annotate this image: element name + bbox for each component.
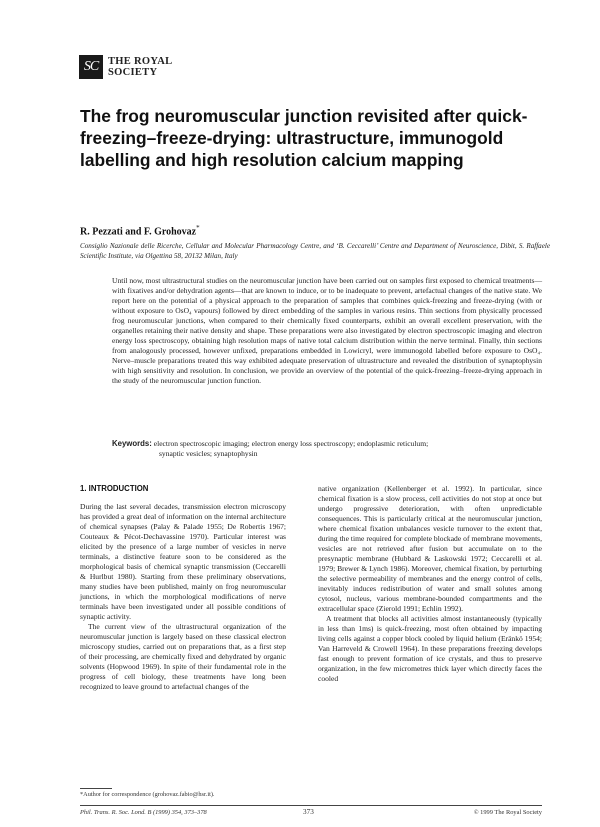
footnote: *Author for correspondence (grohovaz.fabio@hsr.it). bbox=[80, 791, 215, 798]
page-number: 373 bbox=[303, 808, 314, 816]
journal-citation: Phil. Trans. R. Soc. Lond. B (1999) 354, 373–378 bbox=[80, 809, 207, 816]
column-right bbox=[318, 484, 542, 684]
authors bbox=[80, 224, 200, 237]
royal-society-emblem: SC bbox=[79, 55, 103, 79]
keywords-label: Keywords: bbox=[112, 439, 152, 448]
logo-line-1: THE ROYAL bbox=[108, 56, 173, 67]
section-heading: 1. INTRODUCTION bbox=[80, 484, 149, 493]
royal-society-wordmark bbox=[108, 56, 172, 78]
paragraph: A treatment that blocks all activities almost instantaneously (typically in less than 1ms) is quick-freezing, most often obtained by impacting living cells against a copper block cooled by liquid helium (Eränkö 1954; Van Harreveld & Crowell 1964). In these preparations freezing develops fast enough to prevent formation of ice crystals, and thus to preserve organization, in the few micrometres thick layer which directly faces the cooled bbox=[318, 614, 542, 683]
paragraph: native organization (Kellenberger et al. 1992). In particular, since chemical fixation is a slow process, cell activities do not stop at once but undergo progressive deterioration, with often unpredictable consequences. This is particularly critical at the neuromuscular junction, where chemical fixation unbalances vesicle turnover to the extent that, during the time required for complete blockade of membrane movements, vesicles are not retrieved after fusion but accumulate on to the presynaptic membrane (Hubbard & Laskowski 1972; Ceccarelli et al. 1979; Brewer & Lynch 1986). Moreover, chemical fixation, by perturbing the selective permeability of membranes and the energy control of cells, inevitably induces redistribution of water and small solutes among cytosol, nucleus, various membrane-bounded compartments and the extracellular space (Zierold 1991; Echlin 1992). bbox=[318, 484, 542, 613]
abstract: Until now, most ultrastructural studies on the neuromuscular junction have been carried out on samples first exposed to chemical treatments—with fixatives and/or dehydration agents—that are known to induce, or to be inadequate to prevent, artefactual changes of the native state. We report here on the potential of a physical approach to the preparation of samples that combines quick-freezing and freeze-drying (with or without exposure to OsO₄ vapours) followed by direct embedding of the samples in various resins. Thin sections from physically processed frog neuromuscular junctions, when compared to their chemically fixed counterparts, exhibit an overall excellent preservation, with the organelles retaining their native density and shape. These preparations were also investigated by electron spectroscopic imaging and electron energy loss spectroscopy, obtaining high resolution maps of native total calcium distribution within the nerve terminal. Finally, thin sections from analogously processed, however unfixed, preparations embedded in Lowicryl, were immunogold labelled before exposure to OsO₄. Nerve–muscle preparations treated this way exhibited adequate preservation of ultrastructure and revealed the distribution of synaptophysin with high sensitivity and resolution. In conclusion, we provide an overview of the potential of the quick-freezing–freeze-drying approach in the study of the neuromuscular junction function. bbox=[112, 276, 542, 385]
copyright: © 1999 The Royal Society bbox=[473, 809, 542, 816]
paragraph: The current view of the ultrastructural organization of the neuromuscular junction is largely based on these classical electron microscopy studies, carried out on preparations that, as a first step of their processing, are chemically fixed and dehydrated by organic solvents (Hopwood 1969). In spite of their fundamental role in the progress of cell biology, these treatments have long been recognized to leave ground to artefactual changes of the bbox=[80, 622, 286, 691]
paragraph: During the last several decades, transmission electron microscopy has provided a great deal of information on the internal architecture of chemical synapses (Palay & Palade 1955; De Robertis 1967; Couteaux & Pécot-Dechavassine 1970). Particular interest was elicited by the presence of a large number of vesicles in nerve terminals, a distinctive feature soon to be considered as the morphological basis of chemical synaptic transmission (Ceccarelli & Hurlbut 1980). Starting from these preliminary observations, many studies have been published, mainly on frog neuromuscular junctions, in which the morphological modifications of nerve terminals have been investigated under all possible conditions of synaptic activity. bbox=[80, 502, 286, 621]
affiliation: Consiglio Nazionale delle Ricerche, Cellular and Molecular Pharmacology Centre, and ‘B. Ceccarelli’ Centre and Department of Neuroscience, Dibit, S. Raffaele Scientific Institute, via Olgettina 58, 20132 Milan, Italy bbox=[80, 242, 550, 260]
keywords bbox=[112, 439, 542, 459]
column-left bbox=[80, 484, 286, 692]
footnote-rule bbox=[80, 788, 112, 789]
keywords-line-2: synaptic vesicles; synaptophysin bbox=[159, 449, 258, 458]
royal-society-logo bbox=[79, 55, 172, 79]
keywords-line-1: electron spectroscopic imaging; electron energy loss spectroscopy; endoplasmic reticulum; bbox=[153, 439, 429, 448]
correspondence-mark: * bbox=[196, 224, 200, 232]
logo-line-2: SOCIETY bbox=[108, 67, 158, 78]
footer-rule bbox=[80, 805, 542, 806]
article-title: The frog neuromuscular junction revisited after quick-freezing–freeze-drying: ultrastructure, immunogold labelling and high resolution calcium mapping bbox=[80, 106, 528, 170]
author-names: R. Pezzati and F. Grohovaz bbox=[80, 226, 197, 238]
